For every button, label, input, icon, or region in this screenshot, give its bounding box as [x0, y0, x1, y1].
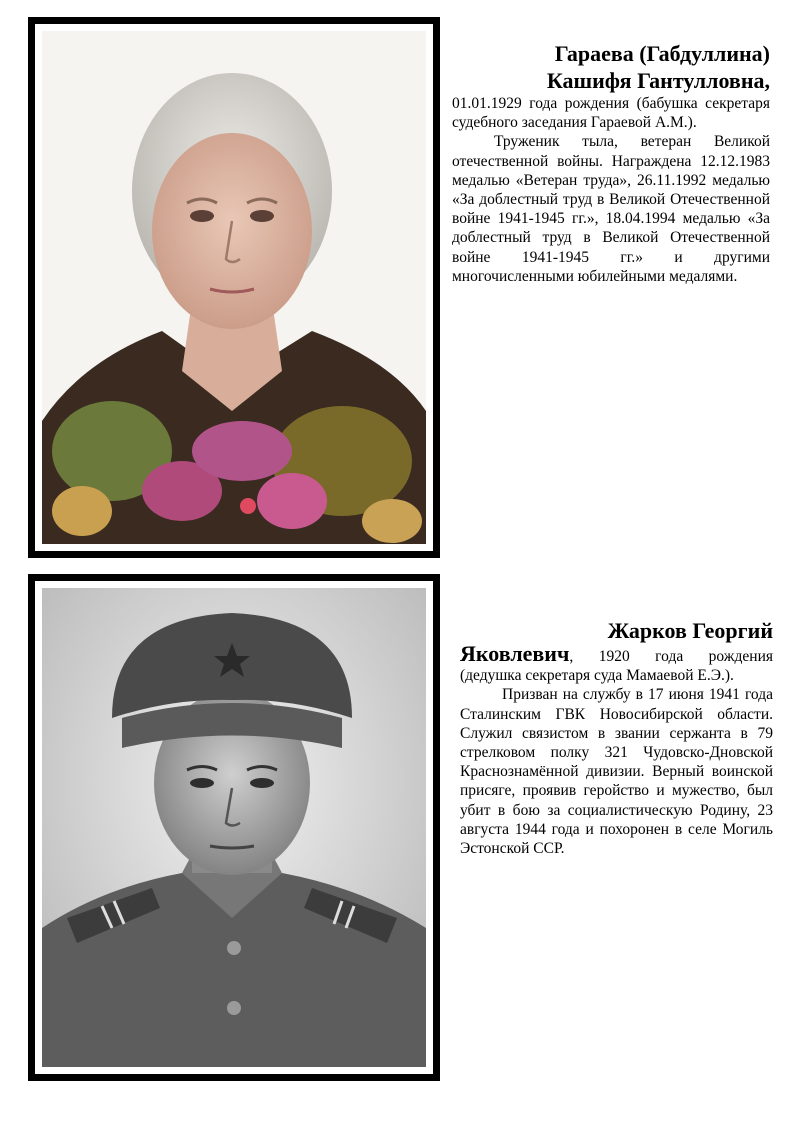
person-name-line1: Гараева (Габдуллина)	[554, 41, 770, 66]
person-name-line2: Кашифя Гантулловна,	[546, 68, 770, 93]
biography-1	[452, 40, 770, 286]
photo-frame-2	[28, 574, 440, 1081]
portrait-photo-woman	[42, 31, 426, 544]
birth-info: 01.01.1929 года рождения (бабушка секретаря судебного заседания Гараевой А.М.).	[452, 95, 770, 132]
person-name-line2: Яковлевич	[460, 641, 570, 666]
birth-info: , 1920 года рождения (дедушка секретаря суда Мамаевой Е.Э.).	[460, 648, 773, 685]
photo-frame-1	[28, 17, 440, 558]
biography-2	[460, 617, 773, 858]
portrait-photo-soldier	[42, 588, 426, 1067]
biography-text: Труженик тыла, ветеран Великой отечественной войны. Награждена 12.12.1983 медалью «Ветеран труда», 26.11.1992 медалью «За доблестный труд в Великой Отечественной войне 1941-1945 гг.», 18.04.1994 медалью «За доблестный труд в Великой Отечественной войне 1941-1945 гг.» и другими многочисленными юбилейными медалями.	[452, 133, 770, 285]
person-name-line1: Жарков Георгий	[607, 618, 773, 643]
biography-text: Призван на службу в 17 июня 1941 года Сталинским ГВК Новосибирской области. Служил связистом в звании сержанта в 79 стрелковом полку 321 Чудовско-Дновской Краснознамённой дивизии. Верный воинской присяге, проявив геройство и мужество, был убит в бою за социалистическую Родину, 23 августа 1944 года и похоронен в селе Могиль Эстонской ССР.	[460, 686, 773, 858]
